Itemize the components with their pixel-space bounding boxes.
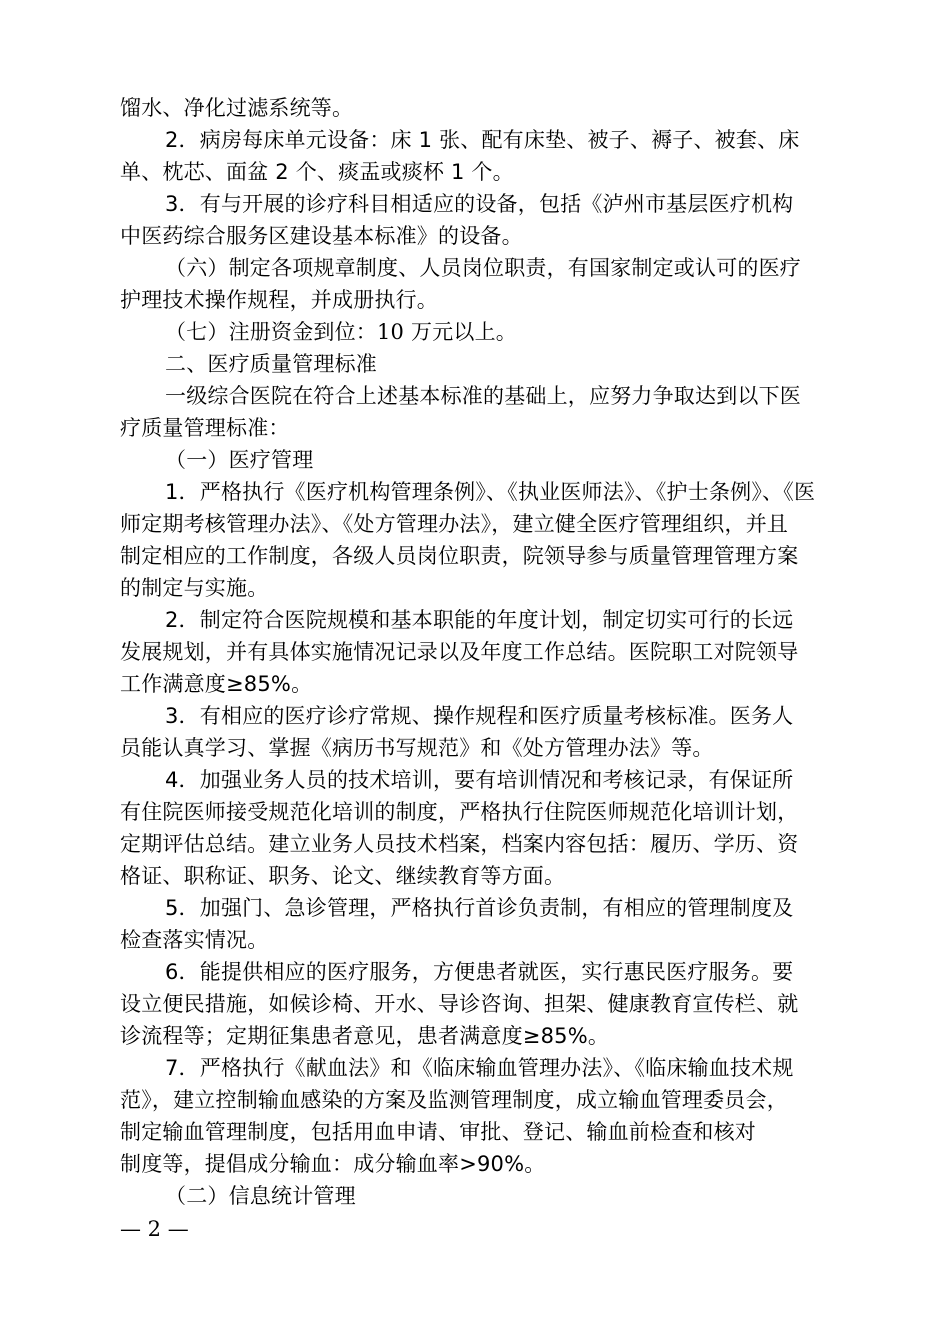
text-line: 中医药综合服务区建设基本标准》的设备。 <box>120 224 523 248</box>
text-line: 制定相应的工作制度，各级人员岗位职责，院领导参与质量管理管理方案 <box>120 544 799 568</box>
section-heading: （一）医疗管理 <box>165 448 314 472</box>
document-body <box>120 92 832 1212</box>
text-line: 格证、职称证、职务、论文、继续教育等方面。 <box>120 864 566 888</box>
text-line: 7．严格执行《献血法》和《临床输血管理办法》、《临床输血技术规 <box>165 1056 794 1080</box>
text-line: 员能认真学习、掌握《病历书写规范》和《处方管理办法》等。 <box>120 736 714 760</box>
text-line: 护理技术操作规程，并成册执行。 <box>120 288 438 312</box>
section-heading: （七）注册资金到位：10 万元以上。 <box>165 320 517 344</box>
text-line: 诊流程等；定期征集患者意见，患者满意度≥85%。 <box>120 1024 610 1048</box>
text-line: 的制定与实施。 <box>120 576 269 600</box>
text-line: 2．制定符合医院规模和基本职能的年度计划，制定切实可行的长远 <box>165 608 794 632</box>
text-line: 2．病房每床单元设备：床 1 张、配有床垫、被子、褥子、被套、床 <box>165 128 800 152</box>
text-line: 制定输血管理制度，包括用血申请、审批、登记、输血前检查和核对 <box>120 1120 756 1144</box>
text-line: 制度等，提倡成分输血：成分输血率>90%。 <box>120 1152 546 1176</box>
text-line: 6．能提供相应的医疗服务，方便患者就医，实行惠民医疗服务。要 <box>165 960 794 984</box>
text-line: 疗质量管理标准： <box>120 416 290 440</box>
text-line: 一级综合医院在符合上述基本标准的基础上，应努力争取达到以下医 <box>165 384 801 408</box>
text-line: 单、枕芯、面盆 2 个、痰盂或痰杯 1 个。 <box>120 160 514 184</box>
text-line: 4．加强业务人员的技术培训，要有培训情况和考核记录，有保证所 <box>165 768 794 792</box>
text-line: 5．加强门、急诊管理，严格执行首诊负责制，有相应的管理制度及 <box>165 896 794 920</box>
section-heading: （二）信息统计管理 <box>165 1184 356 1208</box>
text-line: 检查落实情况。 <box>120 928 269 952</box>
text-line: 馏水、净化过滤系统等。 <box>120 96 354 120</box>
text-line: 3．有相应的医疗诊疗常规、操作规程和医疗质量考核标准。医务人 <box>165 704 794 728</box>
section-heading: （六）制定各项规章制度、人员岗位职责，有国家制定或认可的医疗 <box>165 256 801 280</box>
text-line: 工作满意度≥85%。 <box>120 672 313 696</box>
chapter-heading: 二、医疗质量管理标准 <box>165 352 377 376</box>
text-line: 1．严格执行《医疗机构管理条例》、《执业医师法》、《护士条例》、《医 <box>165 480 816 504</box>
text-line: 范》，建立控制输血感染的方案及监测管理制度，成立输血管理委员会， <box>120 1088 788 1112</box>
text-line: 定期评估总结。建立业务人员技术档案，档案内容包括：履历、学历、资 <box>120 832 799 856</box>
text-line: 发展规划，并有具体实施情况记录以及年度工作总结。医院职工对院领导 <box>120 640 799 664</box>
page-number: — 2 — <box>120 1217 189 1241</box>
text-line: 师定期考核管理办法》、《处方管理办法》，建立健全医疗管理组织，并且 <box>120 512 789 536</box>
text-line: 有住院医师接受规范化培训的制度，严格执行住院医师规范化培训计划， <box>120 800 799 824</box>
text-line: 设立便民措施，如候诊椅、开水、导诊咨询、担架、健康教育宣传栏、就 <box>120 992 799 1016</box>
text-line: 3．有与开展的诊疗科目相适应的设备，包括《泸州市基层医疗机构 <box>165 192 794 216</box>
